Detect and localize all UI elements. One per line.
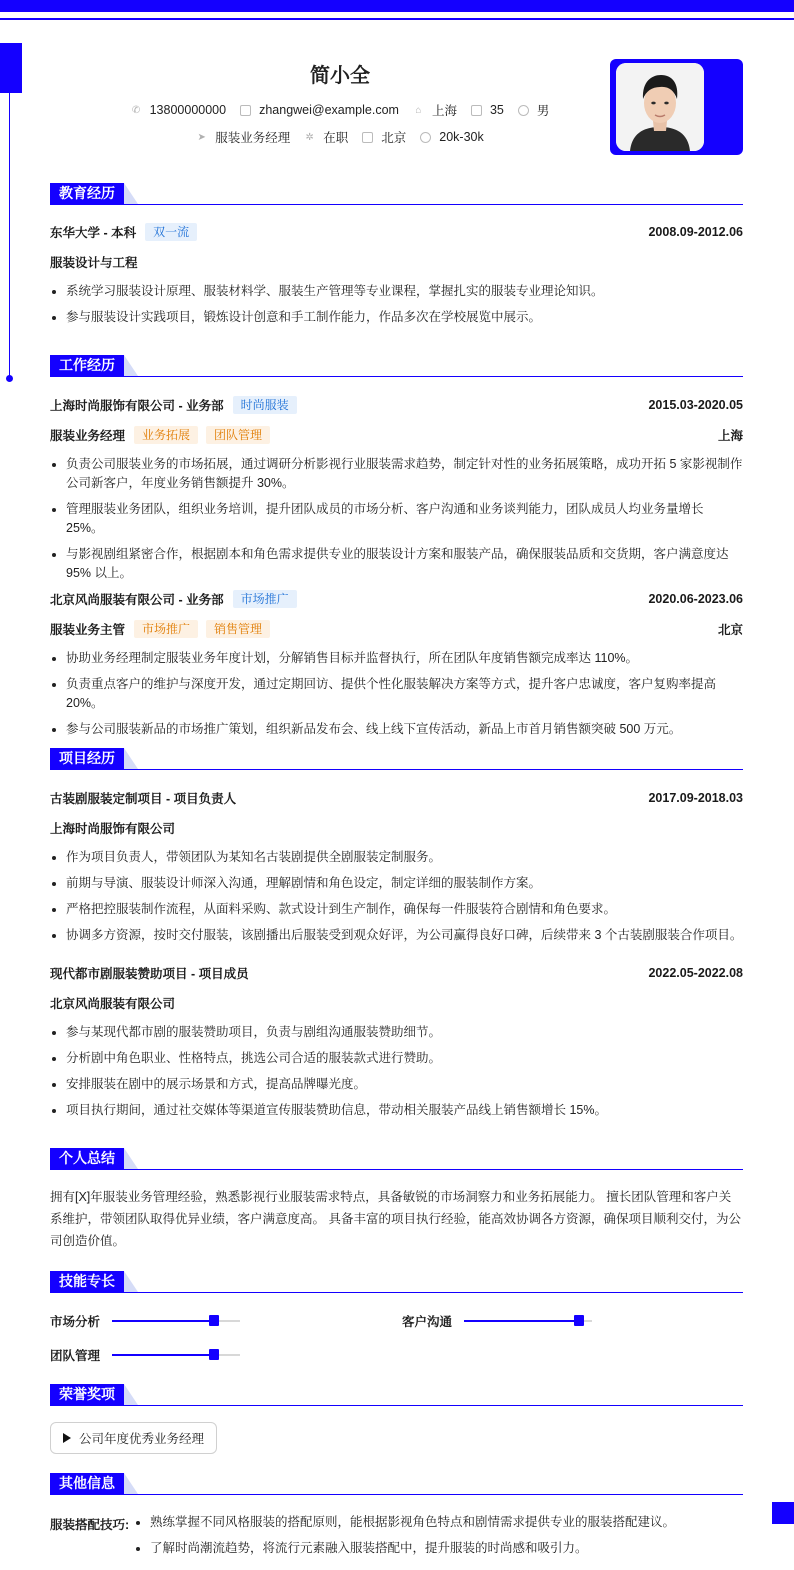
list-item: 与影视剧组紧密合作，根据剧本和角色需求提供专业的服装设计方案和服装产品，确保服装品质和交货期，客户满意度达 95% 以上。 — [50, 545, 743, 583]
summary-header — [50, 1148, 743, 1170]
skill-item — [50, 1346, 240, 1364]
list-item: 参与某现代都市剧的服装赞助项目，负责与剧组沟通服装赞助细节。 — [50, 1023, 743, 1042]
project-name: 现代都市剧服装赞助项目 - 项目成员 — [50, 967, 249, 981]
status-text: 在职 — [323, 131, 349, 145]
job-role-line — [50, 426, 743, 444]
skill-bar-knob — [209, 1315, 219, 1326]
position-text: 服装业务经理 — [215, 131, 291, 145]
job-period: 2015.03-2020.05 — [648, 398, 743, 412]
project-org: 北京风尚服装有限公司 — [50, 997, 176, 1011]
project-name-line — [50, 964, 743, 982]
photo-frame — [610, 59, 743, 155]
salary-text: 20k-30k — [439, 130, 484, 144]
job-role-line — [50, 620, 743, 638]
role-tag: 销售管理 — [206, 620, 270, 638]
left-timeline-line — [9, 93, 10, 378]
company-name: 北京风尚服装有限公司 - 业务部 — [50, 593, 224, 607]
role-tag: 业务拓展 — [134, 426, 198, 444]
skills-section — [50, 1271, 743, 1363]
skill-bar-fill — [112, 1320, 214, 1322]
left-accent-block — [0, 43, 22, 93]
list-item: 负责公司服装业务的市场拓展，通过调研分析影视行业服装需求趋势，制定针对性的业务拓展策略，成功开拓 5 家影视制作公司新客户，年度业务销售额提升 30%。 — [50, 455, 743, 493]
top-accent-bar — [0, 0, 794, 12]
top-accent-line — [0, 18, 794, 20]
education-bullets — [50, 282, 743, 334]
list-item: 负责重点客户的维护与深度开发，通过定期回访、提供个性化服装解决方案等方式，提升客户忠诚度，客户复购率提高 20%。 — [50, 675, 743, 713]
age-info — [471, 103, 504, 117]
job-company-line — [50, 590, 743, 608]
list-item: 系统学习服装设计原理、服装材料学、服装生产管理等专业课程，掌握扎实的服装专业理论知识。 — [50, 282, 743, 301]
summary-section — [50, 1148, 743, 1248]
status-info — [304, 128, 348, 146]
position-info — [196, 128, 290, 146]
awards-section — [50, 1384, 743, 1446]
school-name: 东华大学 - 本科 — [50, 226, 137, 240]
skill-bar — [464, 1320, 592, 1322]
project-org: 上海时尚服饰有限公司 — [50, 822, 176, 836]
education-major-line — [50, 253, 743, 271]
left-timeline-dot — [6, 375, 13, 382]
education-title: 教育经历 — [50, 183, 124, 204]
company-tag: 时尚服装 — [233, 396, 297, 414]
role-tag: 团队管理 — [206, 426, 270, 444]
job-bullets — [50, 455, 743, 590]
awards-header — [50, 1384, 743, 1406]
project-bullets — [50, 1023, 743, 1127]
job-intent-row — [50, 128, 630, 146]
skill-item — [50, 1312, 240, 1330]
other-label: 服装搭配技巧: — [50, 1518, 130, 1532]
education-section — [50, 183, 743, 324]
summary-text: 拥有[X]年服装业务管理经验，熟悉影视行业服装需求特点，具备敏锐的市场洞察力和业务拓展能力。 擅长团队管理和客户关系维护，带领团队取得优异业绩，客户满意度高。 具备丰富的项目执行经验，能高效协调各方资源，确保项目顺利交付，为公司创造价值。 — [50, 1190, 741, 1248]
job-role: 服装业务经理 — [50, 429, 126, 443]
list-item: 前期与导演、服装设计师深入沟通，理解剧情和角色设定，制定详细的服装制作方案。 — [50, 874, 743, 893]
job-company-line — [50, 396, 743, 414]
job-period: 2020.06-2023.06 — [648, 592, 743, 606]
school-tag: 双一流 — [145, 223, 197, 241]
list-item: 参与服装设计实践项目，锻炼设计创意和手工制作能力，作品多次在学校展览中展示。 — [50, 308, 743, 327]
list-item: 协调多方资源，按时交付服装，该剧播出后服装受到观众好评，为公司赢得良好口碑，后续带来 3 个古装剧服装合作项目。 — [50, 926, 743, 945]
other-header — [50, 1473, 743, 1495]
age-text: 35 — [489, 103, 504, 117]
email-text: zhangwei@example.com — [259, 103, 399, 117]
projects-header — [50, 748, 743, 770]
list-item: 严格把控服装制作流程，从面料采购、款式设计到生产制作，确保每一件服装符合剧情和角色要求。 — [50, 900, 743, 919]
skill-bar-knob — [209, 1349, 219, 1360]
skill-name: 团队管理 — [50, 1349, 101, 1363]
gender-info — [518, 101, 550, 119]
other-title: 其他信息 — [50, 1473, 124, 1494]
awards-title: 荣誉奖项 — [50, 1384, 124, 1405]
project-period: 2017.09-2018.03 — [648, 791, 743, 805]
salary-info — [420, 130, 483, 144]
work-header — [50, 355, 743, 377]
money-icon — [420, 132, 431, 143]
skills-header — [50, 1271, 743, 1293]
list-item: 作为项目负责人，带领团队为某知名古装剧提供全剧服装定制服务。 — [50, 848, 743, 867]
role-tag: 市场推广 — [134, 620, 198, 638]
skill-item — [402, 1312, 592, 1330]
education-school-line — [50, 223, 743, 241]
avatar — [616, 63, 704, 151]
list-item: 安排服装在剧中的展示场景和方式，提高品牌曝光度。 — [50, 1075, 743, 1094]
job-bullets — [50, 649, 743, 746]
work-title: 工作经历 — [50, 355, 124, 376]
gender-text: 男 — [536, 104, 550, 118]
project-name: 古装剧服装定制项目 - 项目负责人 — [50, 792, 237, 806]
list-item: 项目执行期间，通过社交媒体等渠道宣传服装赞助信息，带动相关服装产品线上销售额增长 15%。 — [50, 1101, 743, 1120]
job-location: 上海 — [717, 429, 743, 443]
skill-name: 市场分析 — [50, 1315, 101, 1329]
skill-bar — [112, 1354, 240, 1356]
education-period: 2008.09-2012.06 — [648, 225, 743, 239]
list-item: 分析剧中角色职业、性格特点，挑选公司合适的服装款式进行赞助。 — [50, 1049, 743, 1068]
candidate-name: 简小全 — [310, 65, 370, 87]
project-name-line — [50, 789, 743, 807]
home-icon: ⌂ — [415, 104, 422, 116]
education-header — [50, 183, 743, 205]
list-item: 了解时尚潮流趋势，将流行元素融入服装搭配中，提升服装的时尚感和吸引力。 — [134, 1539, 744, 1558]
project-org-line — [50, 819, 743, 837]
projects-title: 项目经历 — [50, 748, 124, 769]
play-icon — [63, 1433, 71, 1443]
major-name: 服装设计与工程 — [50, 256, 138, 270]
phone-text: 13800000000 — [149, 103, 227, 117]
gender-icon — [518, 105, 529, 116]
send-icon: ➤ — [197, 131, 206, 143]
work-section — [50, 355, 743, 736]
summary-title: 个人总结 — [50, 1148, 124, 1169]
skills-title: 技能专长 — [50, 1271, 124, 1292]
company-tag: 市场推广 — [233, 590, 297, 608]
target-city-text: 北京 — [381, 131, 407, 145]
city-info — [413, 101, 457, 119]
contact-row — [50, 101, 630, 119]
other-bullets — [134, 1513, 744, 1565]
phone-icon: ✆ — [131, 104, 141, 116]
projects-section — [50, 748, 743, 1117]
skill-bar-fill — [112, 1354, 214, 1356]
skill-bar-knob — [574, 1315, 584, 1326]
list-item: 熟练掌握不同风格服装的搭配原则，能根据影视角色特点和剧情需求提供专业的服装搭配建议。 — [134, 1513, 744, 1532]
company-name: 上海时尚服饰有限公司 - 业务部 — [50, 399, 224, 413]
list-item: 协助业务经理制定服装业务年度计划，分解销售目标并监督执行，所在团队年度销售额完成率达 110%。 — [50, 649, 743, 668]
mail-icon — [240, 105, 251, 116]
job-role: 服装业务主管 — [50, 623, 126, 637]
award-item — [50, 1422, 217, 1454]
project-period: 2022.05-2022.08 — [648, 966, 743, 980]
city-text: 上海 — [431, 104, 457, 118]
gear-icon: ✲ — [305, 131, 314, 143]
skill-name: 客户沟通 — [402, 1315, 453, 1329]
phone-info — [131, 103, 226, 117]
target-city-info — [362, 128, 406, 146]
list-item: 参与公司服装新品的市场推广策划，组织新品发布会、线上线下宣传活动，新品上市首月销售额突破 500 万元。 — [50, 720, 743, 739]
award-text: 公司年度优秀业务经理 — [79, 1432, 205, 1446]
right-accent-block — [772, 1502, 794, 1524]
project-bullets — [50, 848, 743, 952]
building-icon — [362, 132, 373, 143]
email-info — [240, 103, 399, 117]
skill-bar-fill — [464, 1320, 579, 1322]
job-location: 北京 — [717, 623, 743, 637]
skill-bar — [112, 1320, 240, 1322]
list-item: 管理服装业务团队，组织业务培训，提升团队成员的市场分析、客户沟通和业务谈判能力，团队成员人均业务量增长 25%。 — [50, 500, 743, 538]
other-section — [50, 1473, 743, 1555]
cake-icon — [471, 105, 482, 116]
project-org-line — [50, 994, 743, 1012]
